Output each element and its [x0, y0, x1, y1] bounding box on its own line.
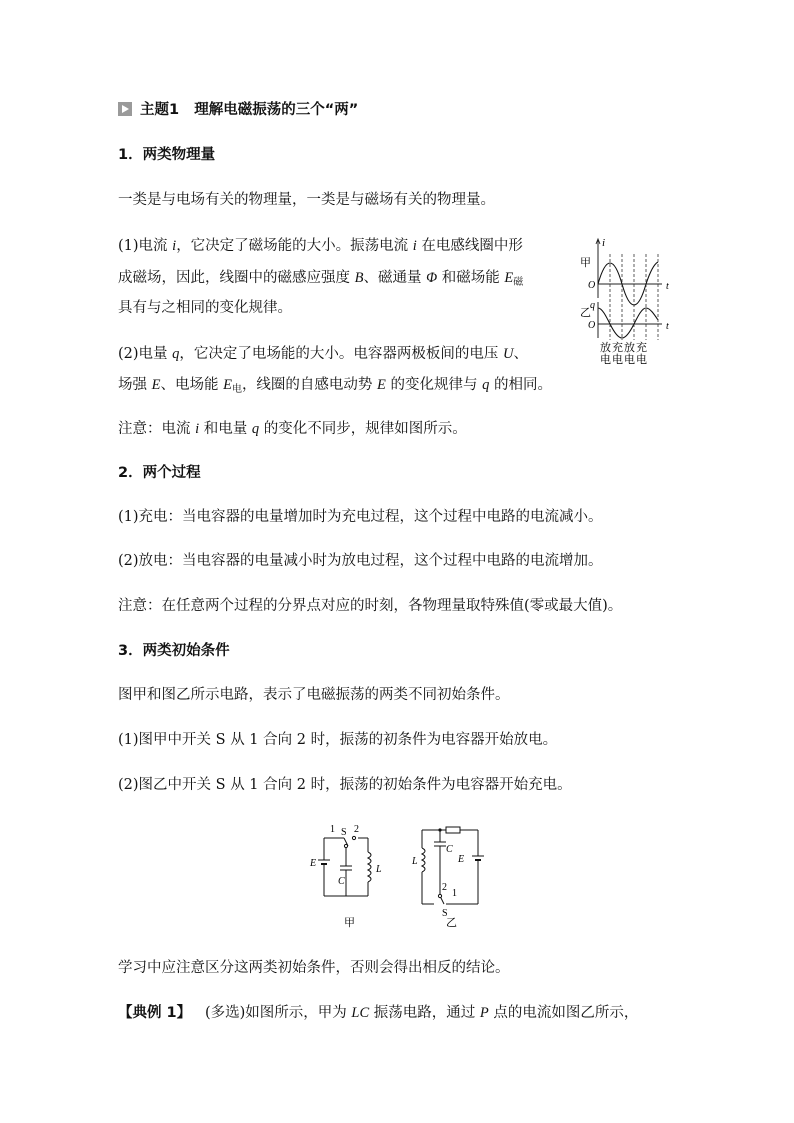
jia-C: C: [338, 876, 345, 887]
phase-suffix-1: 电: [600, 354, 611, 366]
topic-title: 理解电磁振荡的三个“两”: [194, 102, 359, 118]
axis-t-label-top: t: [666, 281, 669, 292]
axis-i-label: i: [602, 237, 606, 249]
section-2-note: 注意：在任意两个过程的分界点对应的时刻，各物理量取特殊值(零或最大值)。: [118, 598, 623, 614]
origin-label-bottom: O: [588, 320, 596, 331]
graph-jia-label: 甲: [580, 257, 591, 269]
para-current-line1: (1)电流 i，它决定了磁场能的大小。振荡电流 i 在电感线圈中形: [118, 238, 523, 254]
phase-suffix-4: 电: [636, 354, 647, 366]
axis-t-label-bottom: t: [666, 321, 669, 332]
jia-node-1: 1: [330, 824, 335, 835]
example-label: 【典例 1】: [118, 1005, 192, 1021]
para-note-1: 注意：电流 i 和电量 q 的变化不同步，规律如图所示。: [118, 421, 467, 437]
section-2-p1: (1)充电：当电容器的电量增加时为充电过程，这个过程中电路的电流减小。: [118, 509, 603, 525]
yi-node-1: 1: [452, 888, 457, 899]
origin-label-top: O: [588, 280, 596, 291]
conclusion: 学习中应注意区分这两类初始条件，否则会得出相反的结论。: [118, 960, 510, 976]
phase-1: 放: [600, 342, 611, 354]
circuit-yi: [406, 818, 502, 933]
jia-L: L: [376, 864, 382, 875]
yi-caption: 乙: [446, 917, 457, 929]
charge-wave: [598, 308, 658, 338]
play-triangle-icon: [118, 102, 132, 116]
topic-label: 主题1: [140, 102, 180, 118]
yi-C: C: [446, 844, 453, 855]
para-current-line3: 具有与之相同的变化规律。: [118, 300, 292, 316]
para-charge-line2: 场强 E、电场能 $E_电$，线圈的自感电动势 E 的变化规律与 q 的相同。: [118, 377, 552, 395]
yi-node-2: 2: [442, 882, 447, 893]
section-3-intro: 图甲和图乙所示电路，表示了电磁振荡的两类不同初始条件。: [118, 687, 510, 703]
phase-2: 充: [612, 342, 623, 354]
section-1-intro: 一类是与电场有关的物理量，一类是与磁场有关的物理量。: [118, 192, 495, 208]
circuit-jia: [304, 818, 404, 933]
para-current-line2: 成磁场，因此，线圈中的磁感应强度 B、磁通量 Φ 和磁场能 $E_磁$: [118, 270, 524, 288]
section-3-p1: (1)图甲中开关 S 从 1 合向 2 时，振荡的初条件为电容器开始放电。: [118, 732, 558, 748]
topic-header: [118, 100, 358, 120]
jia-caption: 甲: [344, 917, 355, 929]
graph-yi-label: 乙: [580, 307, 591, 319]
jia-E: E: [310, 858, 317, 869]
yi-switch-S: S: [442, 908, 448, 919]
example-1: 【典例 1】 (多选)如图所示，甲为 LC 振荡电路，通过 P 点的电流如图乙所示，: [118, 1005, 639, 1021]
section-1-heading: 1．两类物理量: [118, 147, 216, 163]
section-2-p2: (2)放电：当电容器的电量减小时为放电过程，这个过程中电路的电流增加。: [118, 553, 603, 569]
yi-L: L: [412, 856, 418, 867]
section-2-heading: 2．两个过程: [118, 465, 201, 481]
yi-E: E: [458, 854, 465, 865]
axis-q-label: q: [590, 300, 595, 311]
phase-suffix-2: 电: [612, 354, 623, 366]
phase-4: 充: [636, 342, 647, 354]
phase-3: 放: [624, 342, 635, 354]
jia-node-2: 2: [354, 824, 359, 835]
phase-suffix-3: 电: [624, 354, 635, 366]
section-3-heading: 3．两类初始条件: [118, 643, 230, 659]
jia-switch-S: S: [341, 827, 347, 838]
para-charge-line1: (2)电量 q，它决定了电场能的大小。电容器两极板间的电压 U、: [118, 346, 528, 362]
iq-graph: [576, 234, 676, 366]
section-3-p2: (2)图乙中开关 S 从 1 合向 2 时，振荡的初始条件为电容器开始充电。: [118, 777, 572, 793]
